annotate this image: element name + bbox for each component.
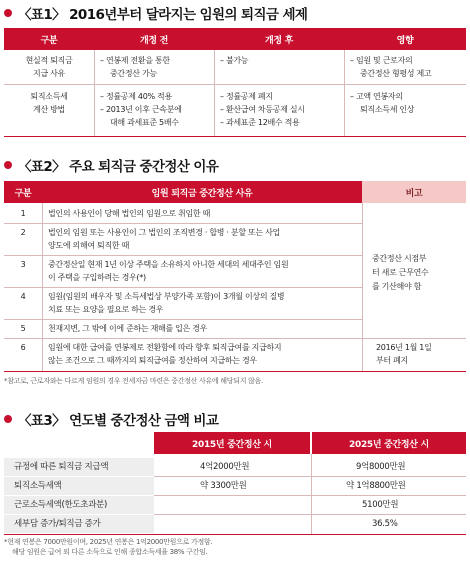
table3-title: 〈표3〉 연도별 중간정산 금액 비교 <box>4 409 218 429</box>
table2-row-num: 1 <box>20 209 26 218</box>
table2-bottom-border <box>4 371 466 372</box>
table2-row-text: 법인의 사용인이 당해 법인의 임원으로 취임한 때 <box>48 209 211 218</box>
table3-row-divider <box>154 495 466 496</box>
table3-row-label: 규정에 따른 퇴직금 지급액 <box>4 458 154 476</box>
table3-value-2015: 4억2000만원 <box>200 462 250 472</box>
table1-row1-impact: – 임원 및 근로자의 중간정산 형평성 제고 <box>350 56 432 78</box>
table3-value-2015: 약 3300만원 <box>200 481 247 491</box>
table2-row-divider <box>4 287 362 288</box>
table1-header-before: 개정 전 <box>94 28 214 50</box>
table3-value-2025: 약 1억8800만원 <box>346 481 406 491</box>
table3-row-label: 퇴직소득세액 <box>4 477 154 495</box>
table3-row-divider <box>154 476 466 477</box>
table1-row-divider <box>4 84 466 85</box>
table1-bottom-border <box>4 136 466 137</box>
table2-header-reason: 임원 퇴직금 중간정산 사유 <box>42 181 362 203</box>
table1-row2-impact: – 고액 연봉자의 퇴직소득세 인상 <box>350 92 415 114</box>
table1-row1-after: – 불가능 <box>220 56 249 65</box>
table3-value-2025: 9억8000만원 <box>356 462 406 472</box>
table2-row-num: 5 <box>20 324 26 333</box>
table3-value-2025: 36.5% <box>372 519 398 529</box>
table2-header-note: 비고 <box>362 181 466 203</box>
table2-row-divider <box>4 319 362 320</box>
table2-row-num: 4 <box>20 292 26 301</box>
table3-header-2015: 2015년 중간정산 시 <box>154 432 310 454</box>
table1-header-after: 개정 후 <box>214 28 344 50</box>
table2-row-divider <box>4 338 466 339</box>
bullet-icon <box>4 415 12 423</box>
table3-footnote: *현재 연봉은 7000만원이며, 2025년 연봉은 1억2000만원으로 가정함. 해당 임원은 급여 외 다른 소득으로 인해 종합소득세율 38% 구간임. <box>4 538 213 556</box>
table2-footnote: *참고로, 근로자와는 다르게 임원의 경우 전세자금 마련은 중간정산 사유에 해당되지 않음. <box>4 377 263 385</box>
table3-value-2025: 5100만원 <box>362 500 399 510</box>
table2-row-divider <box>4 255 362 256</box>
table2-row-divider <box>4 223 362 224</box>
table1-col-divider <box>214 50 215 136</box>
table3-bottom-border <box>4 534 466 535</box>
table1-header-impact: 영향 <box>344 28 466 50</box>
table2-row-num: 3 <box>20 260 26 269</box>
table3-header-2025: 2025년 중간정산 시 <box>312 432 466 454</box>
table2-col-divider <box>42 203 43 371</box>
table2-row-text: 임원(임원의 배우자 및 소득세법상 부양가족 포함)이 3개월 이상의 질병 치료 또는 요양을 필요로 하는 경우 <box>48 292 285 314</box>
table2-title: 〈표2〉 주요 퇴직금 중간정산 이유 <box>4 155 218 175</box>
table2-row-num: 2 <box>20 228 26 237</box>
table3-row-label: 세부담 증가/퇴직금 증가 <box>4 515 154 533</box>
table1-row2-before: – 정률공제 40% 적용 – 2013년 이후 근속분에 대해 과세표준 5배수 <box>100 92 182 127</box>
table1-col-divider <box>94 50 95 136</box>
table1-title: 〈표1〉 2016년부터 달라지는 임원의 퇴직금 세제 <box>4 3 307 23</box>
table3-row-divider <box>154 514 466 515</box>
table1-header-category: 구분 <box>4 28 94 50</box>
bullet-icon <box>4 161 12 169</box>
table2-row-text: 임원에 대한 급여를 연봉제로 전환함에 따라 향후 퇴직급여를 지급하지 않는 조건으로 그 때까지의 퇴직급여를 정산하여 지급하는 경우 <box>48 343 282 365</box>
table3-row-label: 근로소득세액(한도초과분) <box>4 496 154 514</box>
table2-note-rows-1-5: 중간정산 시점부 터 새로 근무연수 를 기산해야 함 <box>372 254 429 291</box>
table1-row1-before: – 연봉제 전환을 통한 중간정산 가능 <box>100 56 170 78</box>
table2-row-text: 법인의 임원 또는 사용인이 그 법인의 조직변경 · 합병 · 분할 또는 사업 양도에 의해여 퇴직한 때 <box>48 228 280 250</box>
table1-col-divider <box>344 50 345 136</box>
table1-row1-label: 현실적 퇴직금 지급 사유 <box>25 56 73 78</box>
table1-row2-after: – 정률공제 폐지 – 환산급여 차등공제 실시 – 과세표준 12배수 적용 <box>220 92 305 127</box>
table2-header-category: 구분 <box>4 181 42 203</box>
table2-note-row-6: 2016년 1월 1일 부터 폐지 <box>376 343 432 365</box>
table2-row-num: 6 <box>20 343 26 352</box>
table1-row2-label: 퇴직소득세 계산 방법 <box>30 92 68 114</box>
bullet-icon <box>4 9 12 17</box>
table2-col-divider <box>362 203 363 371</box>
table3-col-divider <box>311 454 312 534</box>
table2-row-text: 중간정산일 현재 1년 이상 주택을 소유하지 아니한 세대의 세대주인 임원 이 주택을 구입하려는 경우(*) <box>48 260 289 282</box>
table2-row-text: 천재지변, 그 밖에 이에 준하는 재해를 입은 경우 <box>48 324 208 333</box>
